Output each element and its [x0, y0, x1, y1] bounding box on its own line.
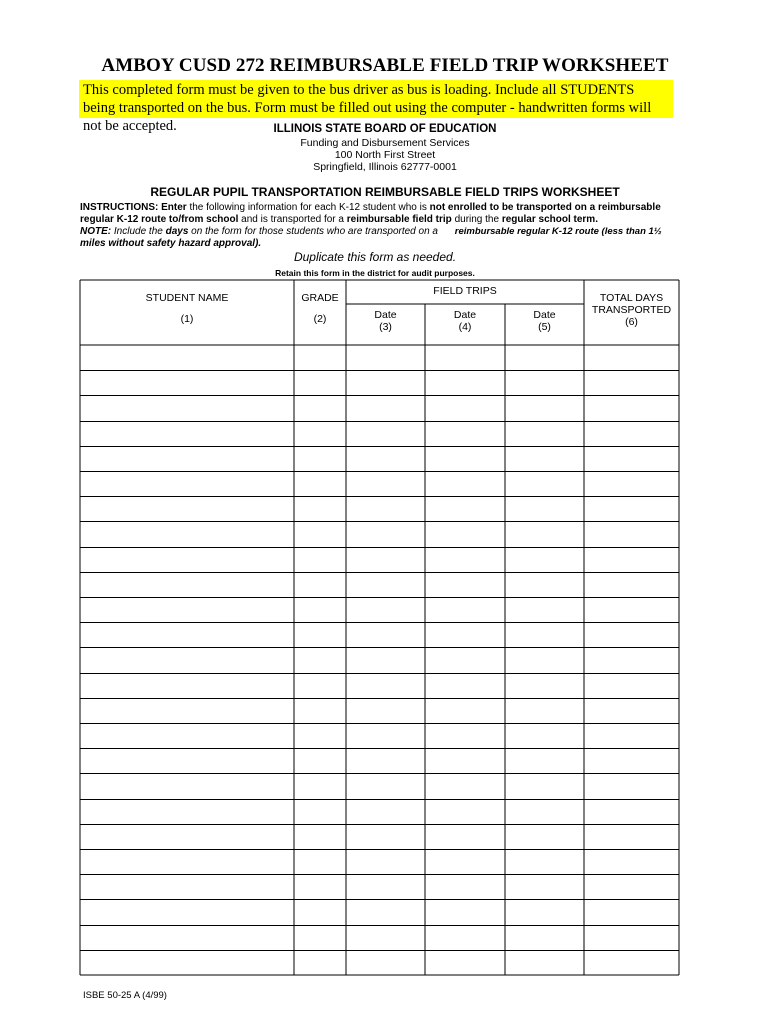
instructions-not-enrolled: not enrolled to be transported on a reimbursable regular K-12 route to/from school	[80, 202, 661, 225]
form-number: ISBE 50-25 A (4/99)	[83, 990, 167, 1001]
header-col-1: (1)	[180, 313, 194, 325]
agency-line-1: Funding and Disbursement Services	[300, 137, 470, 149]
note-text-1: Include the	[111, 226, 166, 237]
instructions-text-3: during the	[451, 214, 502, 225]
instructions-enter: Enter	[161, 202, 187, 213]
header-field-trips: FIELD TRIPS	[433, 285, 497, 297]
page-title: AMBOY CUSD 272 REIMBURSABLE FIELD TRIP WORKSHEET	[101, 55, 669, 76]
instructions-text-2: and is transported for a	[238, 214, 347, 225]
header-date-1: Date	[374, 309, 397, 321]
header-col-4: (4)	[458, 321, 472, 333]
instructions-label: INSTRUCTIONS:	[80, 202, 159, 213]
header-grade: GRADE	[301, 292, 339, 304]
agency-line-3: Springfield, Illinois 62777-0001	[313, 161, 457, 173]
header-transported: TRANSPORTED	[591, 304, 672, 316]
header-date-2: Date	[453, 309, 477, 321]
note-text-2: on the form for those students who are transported on a	[191, 226, 441, 237]
agency-name: ILLINOIS STATE BOARD OF EDUCATION	[273, 123, 497, 135]
agency-line-2: 100 North First Street	[334, 149, 436, 161]
instructions-reimbursable-trip: reimbursable field trip	[346, 214, 452, 225]
header-total-days: TOTAL DAYS	[599, 292, 664, 304]
notice-banner: This completed form must be given to the bus driver as bus is loading. Include all STUDENTS being transported on the bus. Form must be filled out using the computer - handwritten forms will not be accepted.	[79, 80, 673, 118]
header-col-5: (5)	[538, 321, 551, 333]
header-student-name: STUDENT NAME	[145, 292, 229, 304]
retain-note: Retain this form in the district for audit purposes.	[275, 268, 475, 278]
note-text-3: reimbursable regular K-12 route (less than 1½	[454, 226, 662, 237]
note-days: days	[165, 226, 192, 237]
duplicate-note: Duplicate this form as needed.	[293, 250, 457, 264]
header-col-3: (3)	[379, 321, 392, 333]
header-col-2: (2)	[313, 313, 327, 325]
instructions-regular-term: regular school term.	[501, 214, 598, 225]
instructions-text-1: the following information for each K-12 student who is	[186, 202, 430, 213]
worksheet-subtitle: REGULAR PUPIL TRANSPORTATION REIMBURSABLE FIELD TRIPS WORKSHEET	[150, 185, 620, 199]
header-date-3: Date	[533, 309, 556, 321]
note-label: NOTE:	[80, 226, 112, 237]
note-text-4: miles without safety hazard approval).	[80, 238, 262, 249]
header-col-6: (6)	[625, 316, 638, 328]
